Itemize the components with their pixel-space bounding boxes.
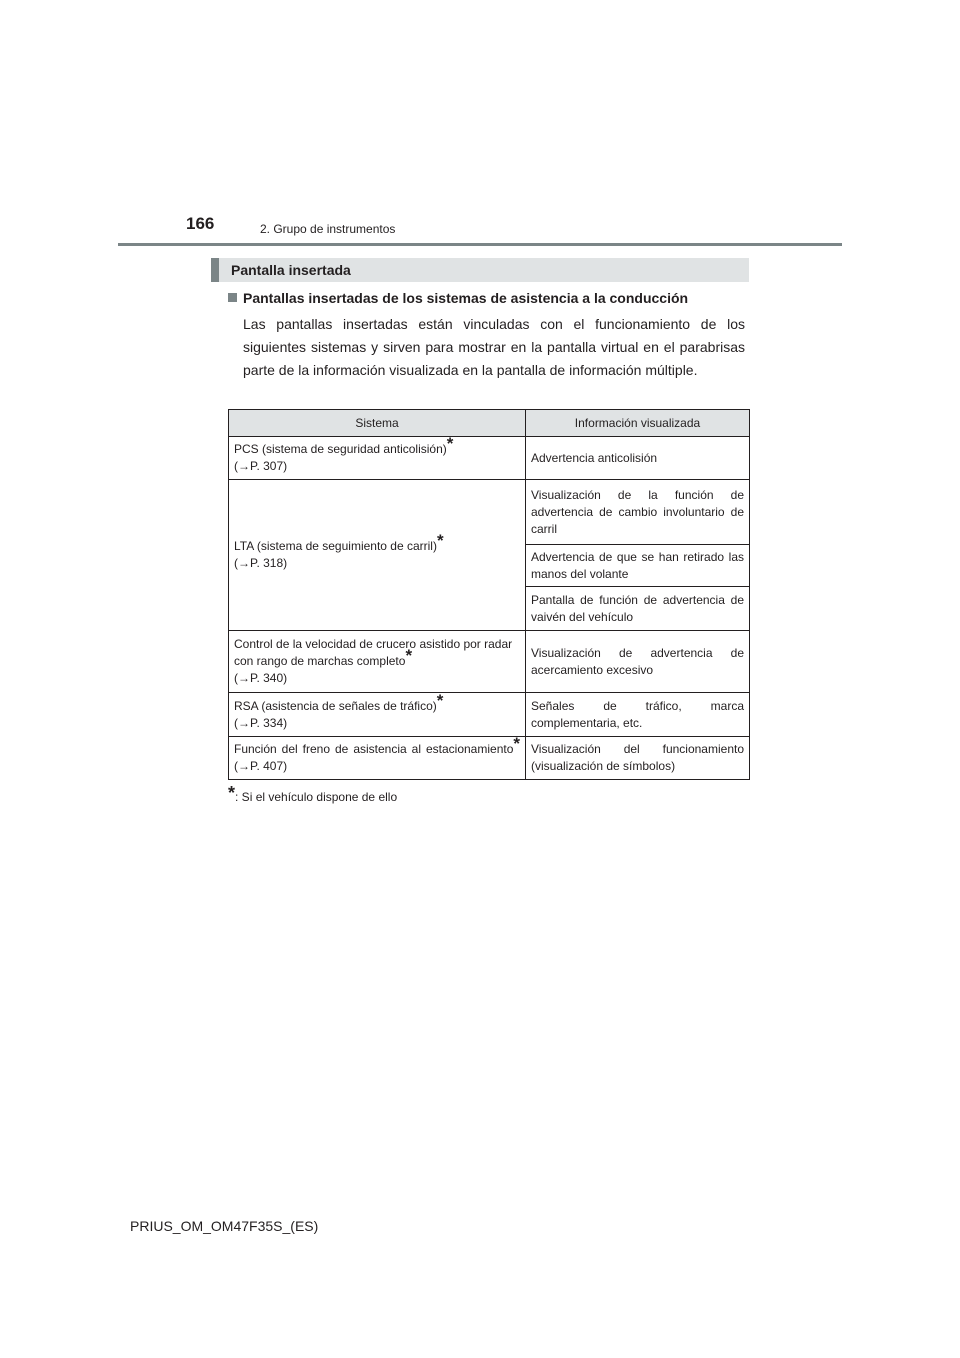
box-heading-label: Pantalla insertada (231, 262, 351, 278)
footnote-star: * (405, 646, 413, 665)
footnote-star: * (513, 734, 520, 753)
table-cell-system (229, 631, 526, 693)
table-cell-system (229, 690, 526, 737)
system-name: Control de la velocidad de crucero asistido por radar con rango de marchas completo (234, 637, 513, 668)
box-heading (211, 258, 749, 282)
footnote-star: * (228, 783, 236, 803)
table-cell-info: Pantalla de función de advertencia de vaivén del vehículo (526, 587, 750, 631)
page-reference: (→P. 334) (234, 715, 288, 730)
page-number: 166 (186, 214, 215, 233)
table-row (229, 437, 750, 480)
subheading-text: Pantallas insertadas de los sistemas de asistencia a la conducción (243, 290, 689, 306)
table-cell-info: Advertencia anticolisión (526, 437, 750, 480)
footnote-star: * (436, 690, 444, 710)
system-name: Función del freno de asistencia al estacionamiento (234, 742, 514, 756)
page-reference: (→P. 407) (234, 759, 288, 773)
table-header-info: Información visualizada (526, 410, 750, 437)
section-title: 2. Grupo de instrumentos (260, 222, 396, 236)
table-cell-info: Advertencia de que se han retirado las manos del volante (526, 545, 750, 587)
document-code: PRIUS_OM_OM47F35S_(ES) (130, 1218, 319, 1234)
system-name: LTA (sistema de seguimiento de carril) (234, 539, 437, 553)
table-cell-info: Visualización del funcionamiento (visualización de símbolos) (526, 737, 750, 780)
footnote-star: * (446, 434, 454, 453)
table-cell-info: Visualización de la función de advertencia de cambio involuntario de carril (526, 480, 750, 545)
table-cell-info: Visualización de advertencia de acercamiento excesivo (526, 631, 750, 693)
header-rule (118, 243, 842, 246)
table-header-system: Sistema (229, 410, 526, 437)
table-row (229, 631, 750, 693)
system-name: PCS (sistema de seguridad anticolisión) (234, 442, 447, 456)
table-header-row (229, 410, 750, 437)
table-row (229, 737, 750, 780)
table-row (229, 693, 750, 737)
table-cell-system (229, 480, 526, 631)
footnote-star: * (436, 531, 444, 550)
page-reference: (→P. 340) (234, 671, 288, 685)
footnote-text: : Si el vehículo dispone de ello (235, 790, 398, 804)
page-reference: (→P. 307) (234, 459, 288, 473)
square-bullet-icon (228, 293, 237, 302)
systems-table (228, 409, 750, 780)
table-cell-system (229, 734, 526, 780)
system-name: RSA (asistencia de señales de tráfico) (234, 698, 437, 713)
subheading (228, 290, 688, 306)
table-cell-system (229, 434, 526, 480)
body-paragraph: Las pantallas insertadas están vinculadas con el funcionamiento de los siguientes sistemas y sirven para mostrar en la pantalla virtual en el parabrisas parte de la información visualizada en la pantalla de información múltiple. (243, 316, 745, 378)
table-cell-info: Señales de tráfico, marca complementaria, etc. (526, 693, 750, 737)
table-row (229, 480, 750, 545)
footnote (228, 783, 398, 804)
page-reference: (→P. 318) (234, 556, 288, 570)
